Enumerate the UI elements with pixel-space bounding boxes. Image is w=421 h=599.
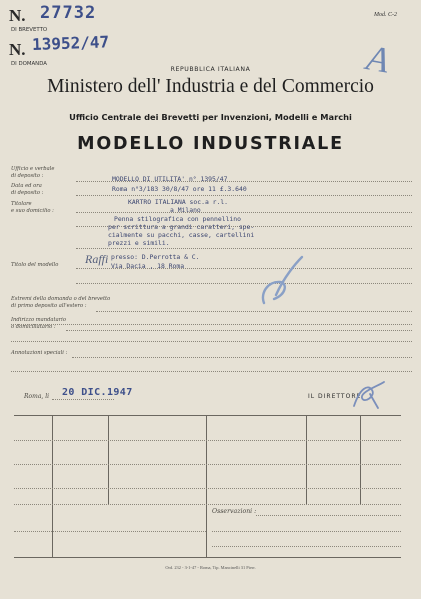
roma-label: Roma, li bbox=[24, 393, 50, 400]
director-signature bbox=[348, 380, 388, 412]
table-row-line-2 bbox=[14, 464, 401, 465]
republic-heading: REPUBBLICA ITALIANA bbox=[170, 66, 251, 73]
indirizzo-line-2 bbox=[11, 341, 412, 342]
indirizzo-line-1 bbox=[66, 330, 412, 331]
table-col-divider-4 bbox=[306, 415, 307, 504]
document-title: MODELLO INDUSTRIALE bbox=[77, 134, 344, 154]
data-label: Data ed ora di deposito : bbox=[11, 183, 44, 196]
table-top-rule bbox=[14, 415, 401, 416]
table-col-divider-2 bbox=[108, 415, 109, 504]
office-heading: Ufficio Centrale dei Brevetti per Invenzioni, Modelli e Marchi bbox=[69, 112, 352, 122]
date-stamp: 20 DIC.1947 bbox=[62, 387, 133, 398]
data-value: Roma n°3/183 30/8/47 ore 11 £.3.640 bbox=[112, 185, 247, 193]
titolo-value-3: cialmente su pacchi, casse, cartellini bbox=[108, 231, 255, 239]
table-row-line-4 bbox=[14, 504, 401, 505]
estremi-line-1 bbox=[96, 311, 412, 312]
print-note: Ord. 232 - 3-1-47 - Roma, Tip. Mancinelli 31 Pierr. bbox=[165, 565, 256, 570]
osservazioni-label: Osservazioni : bbox=[212, 508, 257, 515]
estremi-line-2 bbox=[11, 324, 412, 325]
annotazioni-line-1 bbox=[72, 357, 412, 358]
data-line bbox=[76, 195, 412, 196]
ufficio-label: Ufficio e verbale di deposito : bbox=[11, 166, 55, 179]
titolare-label: Titolare e suo domicilio : bbox=[11, 201, 54, 214]
annotazioni-label: Annotazioni speciali : bbox=[11, 350, 68, 356]
titolare-value-2: a Milano bbox=[170, 206, 201, 214]
titolo-label: Titolo del modello bbox=[11, 262, 59, 268]
osservazioni-line-1 bbox=[256, 515, 401, 516]
table-row-line-3 bbox=[14, 488, 401, 489]
table-row-line-1 bbox=[14, 440, 401, 441]
handwritten-note: Raffi bbox=[85, 252, 109, 266]
table-row-line-5 bbox=[14, 531, 206, 532]
direttore-label: IL DIRETTORE bbox=[308, 393, 362, 400]
n-label-top: N. bbox=[9, 6, 26, 25]
osservazioni-line-2 bbox=[212, 531, 401, 532]
table-col-divider-5 bbox=[360, 415, 361, 504]
estremi-label: Estremi della domanda o del brevetto di primo deposito all'estero : bbox=[11, 296, 111, 309]
brevetto-label: DI BREVETTO bbox=[11, 27, 48, 33]
brevetto-number: 27732 bbox=[40, 3, 97, 23]
table-col-divider-3 bbox=[206, 415, 207, 557]
annotazioni-line-2 bbox=[11, 371, 412, 372]
titolo-line-1 bbox=[76, 248, 412, 249]
pencil-check-mark bbox=[250, 255, 310, 315]
table-col-divider-1 bbox=[52, 415, 53, 557]
roma-date-line bbox=[52, 399, 114, 400]
titolo-value-2: per scrittura a grandi caratteri, spe- bbox=[108, 223, 255, 231]
ministry-heading: Ministero dell' Industria e del Commercio bbox=[47, 76, 374, 97]
domanda-label: DI DOMANDA bbox=[11, 61, 47, 67]
presso-value-2: Via Dacia , 18 Roma bbox=[111, 262, 185, 270]
mod-label: Mod. C-2 bbox=[374, 12, 397, 18]
titolo-line-3 bbox=[76, 283, 412, 284]
corner-mark: A bbox=[363, 37, 393, 81]
titolo-value-1: Penna stilografica con pennellino bbox=[114, 215, 241, 223]
indirizzo-label: Indirizzo mandatario o domiciliatario : bbox=[11, 317, 66, 330]
titolare-value-1: KARTRO ITALIANA soc.a r.l. bbox=[128, 198, 229, 206]
table-bottom-rule bbox=[14, 557, 401, 558]
titolo-value-4: prezzi e simili. bbox=[108, 239, 170, 247]
n-label-bottom: N. bbox=[9, 40, 26, 59]
osservazioni-line-3 bbox=[212, 546, 401, 547]
ufficio-value: MODELLO DI UTILITA' n° 1395/47 bbox=[112, 175, 228, 183]
domanda-number: 13952/47 bbox=[31, 32, 110, 54]
titolare-line-1 bbox=[76, 212, 412, 213]
presso-value-1: presso: D.Perrotta & C. bbox=[111, 253, 200, 261]
